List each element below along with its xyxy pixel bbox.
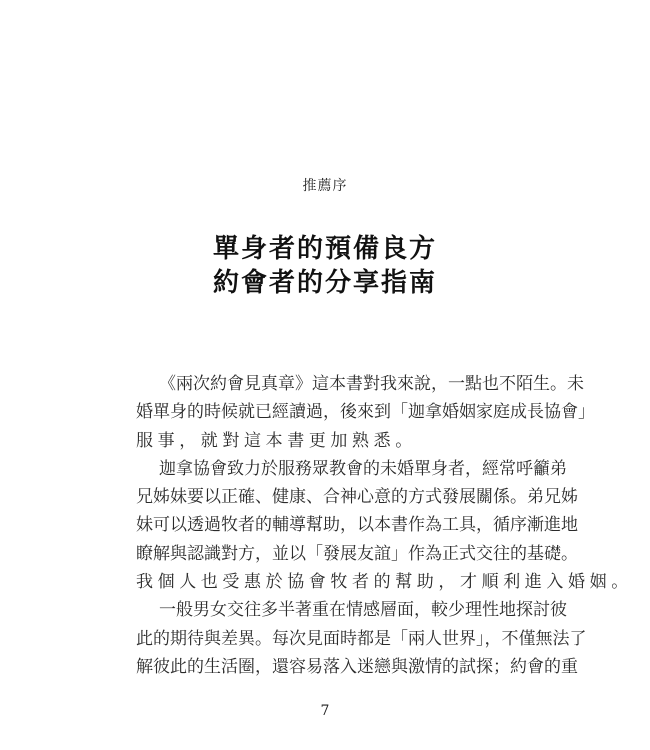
text-line: 此的期待與差異。每次見面時都是「兩人世界」，不僅無法了 — [136, 628, 587, 649]
text-line: 我個人也受惠於協會牧者的幫助，才順利進入婚姻。 — [136, 572, 633, 593]
paragraph-3 — [136, 596, 587, 681]
body-text — [136, 370, 633, 681]
chapter-title-line-1: 單身者的預備良方 — [212, 234, 437, 264]
section-label: 推薦序 — [302, 178, 348, 194]
text-line: 迦拿協會致力於服務眾教會的未婚單身者，經常呼籲弟 — [159, 458, 567, 479]
text-line: 兄姊妹要以正確、健康、合神心意的方式發展關係。弟兄姊 — [136, 487, 578, 508]
text-line: 服事，就對這本書更加熟悉。 — [136, 430, 417, 451]
text-line: 婚單身的時候就已經讀過，後來到「迦拿婚姻家庭成長協會」 — [136, 402, 595, 423]
paragraph-1 — [136, 370, 595, 455]
text-line: 《兩次約會見真章》這本書對我來說，一點也不陌生。未 — [159, 374, 584, 394]
text-line: 妹可以透過牧者的輔導幫助，以本書作為工具，循序漸進地 — [136, 515, 578, 536]
chapter-title-line-2: 約會者的分享指南 — [212, 268, 437, 298]
text-line: 瞭解與認識對方，並以「發展友誼」作為正式交往的基礎。 — [136, 543, 578, 564]
text-line: 解彼此的生活圈，還容易落入迷戀與激情的試探；約會的重 — [136, 656, 578, 677]
text-line: 一般男女交往多半著重在情感層面，較少理性地探討彼 — [159, 600, 567, 621]
page-number: 7 — [320, 703, 330, 719]
paragraph-2 — [136, 455, 633, 596]
